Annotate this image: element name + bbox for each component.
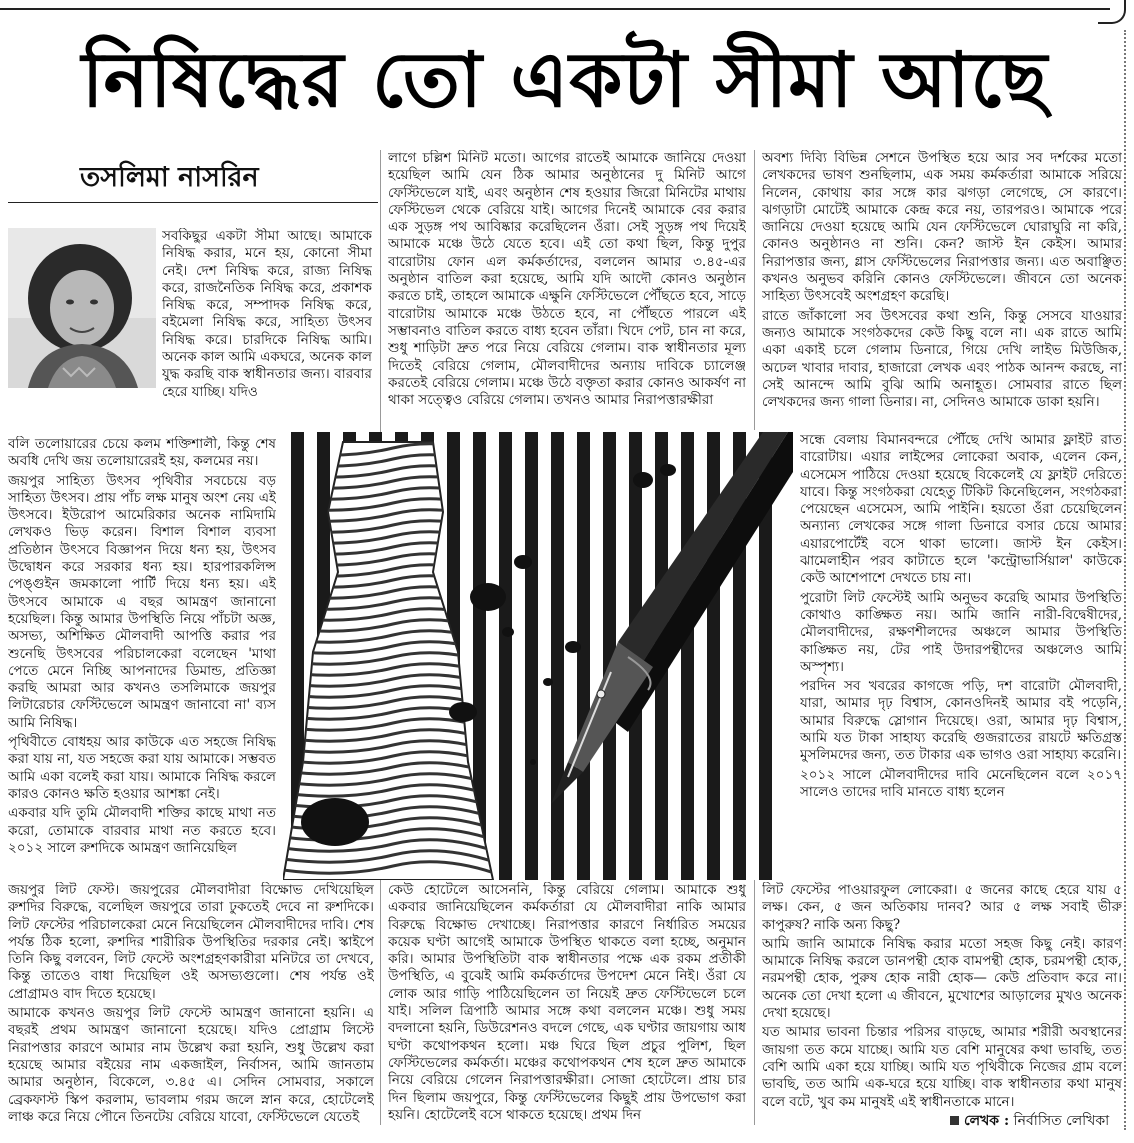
column-rule-bottom-left [380, 880, 381, 1125]
paragraph: পুরোটা লিট ফেস্টেই আমি অনুভব করেছি আমার উপস্থিতি কোথাও কাঙ্ক্ষিত নয়। আমি জানি নারী-বিদ্বেষীদের, মৌলবাদীদের, রক্ষণশীলদের অঞ্চলে আমার উপস্থিতি কাঙ্ক্ষিত নয়, টের পাই উদারপন্থীদের অঞ্চলেও আমি অস্পৃশ্য। [800, 589, 1122, 675]
article-col3-top [762, 150, 1122, 430]
top-border [0, 0, 1110, 10]
article-col3-mid [800, 432, 1122, 882]
bar-stripe [551, 432, 564, 880]
paragraph: আমাকে কখনও জয়পুর লিট ফেস্টে আমন্ত্রণ জানানো হয়নি। এ বছরই প্রথম আমন্ত্রণ জানানো হয়েছে। যদিও প্রোগ্রাম লিস্টে নিরাপত্তার কারণে আমার নাম উল্লেখ করা হয়নি, শুধু উল্লেখ করা হয়েছে আমার বইয়ের নাম একজাইল, নির্বাসন, আমি জানতাম আমার অনুষ্ঠান, বিকেলে, ৩.৪৫ এ। সেদিন সোমবার, সকালে ব্রেকফাস্ট স্কিপ করলাম, ভাবলাম গরম জলে স্নান করে, হোটেলেই লাঞ্চ করে নিয়ে পৌনে তিনটেয় বেরিয়ে যাবো, ফেস্টিভেলে যেতেই [8, 1005, 374, 1125]
bar-stripe [681, 432, 694, 880]
paragraph: লিট ফেস্টের পাওয়ারফুল লোকেরা। ৫ জনের কাছে হেরে যায় ৫ লক্ষ। কেন, ৫ জন অতিকায় দানব? আর ৫ লক্ষ সবাই ভীরু কাপুরুষ? নাকি অন্য কিছু? [762, 882, 1122, 933]
paragraph: পরদিন সব খবরের কাগজে পড়ি, দশ বারোটা মৌলবাদী, যারা, আমার দৃঢ় বিশ্বাস, কোনওদিনই আমার বই পড়েনি, আমার বিরুদ্ধে স্লোগান দিয়েছে। ওরা, আমার দৃঢ় বিশ্বাস, আমি যত টাকা সাহায্য করেছি গুজরাতের রায়টে ক্ষতিগ্রস্ত মুসলিমদের জন্য, তত টাকার এক ভাগও ওরা সাহায্য করেনি। [800, 678, 1122, 764]
paragraph: রাতে জাঁকালো সব উৎসবের কথা শুনি, কিন্তু সেসবে যাওয়ার জন্যও আমাকে সংগঠকদের কেউ কিছু বলে না। এক রাতে আমি একা একাই চলে গেলাম ডিনারে, গিয়ে দেখি লাইভ মিউজিক, অঢেল খাবার দাবার, হাজারো লেখক এবং পাঠক আনন্দ করছে, না সেই আনন্দে আমি বুঝি আমি অনাহূত। সোমবার রাতে ছিল লেখকদের জন্য গালা ডিনার। না, সেদিনও আমাকে ডাকা হয়নি। [762, 307, 1122, 411]
paragraph: জয়পুর লিট ফেস্ট। জয়পুরের মৌলবাদীরা বিক্ষোভ দেখিয়েছিল রুশদির বিরুদ্ধে, বলেছিল জয়পুরে তারা ঢুকতেই দেবে না রুশদিকে। লিট ফেস্টের পরিচালকেরা মেনে নিয়েছিলেন মৌলবাদীদের দাবি। শেষ পর্যন্ত ঠিক হলো, রুশদির শারীরিক উপস্থিতির দরকার নেই। স্কাইপে তিনি কিছু বলবেন, লিট ফেস্টে অংশগ্রহণকারীরা মনিটরে তা দেখবে, কিন্তু তাতেও বাধা দিয়েছিল ওই অসভ্যগুলো। শেষ পর্যন্ত ওই প্রোগ্রামও বাদ দিতে হয়েছে। [8, 882, 374, 1002]
article-col2-top [388, 150, 746, 430]
byline-rule [8, 202, 378, 203]
bullet-square-icon [950, 1116, 959, 1125]
author-credit [950, 1112, 1109, 1130]
headline: নিষিদ্ধের তো একটা সীমা আছে [81, 35, 1049, 124]
paragraph: যত আমার ভাবনা চিন্তার পরিসর বাড়ছে, আমার শরীরী অবস্থানের জায়গা তত কমে যাচ্ছে। আমি যত বেশি মানুষের কথা ভাবছি, তত বেশি আমি একা হয়ে যাচ্ছি। আমি যত পৃথিবীকে নিজের গ্রাম বলে ভাবছি, তত আমি এক-ঘরে হয়ে যাচ্ছি। বাক স্বাধীনতার কথা মানুষ বলে বটে, খুব কম মানুষই এই স্বাধীনতাকে মানে। [762, 1024, 1122, 1110]
paragraph: একবার যদি তুমি মৌলবাদী শক্তির কাছে মাথা নত করো, তোমাকে বারবার মাথা নত করতে হবে। ২০১২ সালে রুশদিকে আমন্ত্রণ জানিয়েছিল [8, 805, 276, 856]
author-credit-label: লেখক : [964, 1113, 1010, 1129]
paragraph: পৃথিবীতে বোধহয় আর কাউকে এত সহজে নিষিদ্ধ করা যায় না, যত সহজে করা যায় আমাকে। সম্ভবত আমি একা বলেই করা যায়। আমাকে নিষিদ্ধ করলে কারও কোনও ক্ষতি হওয়ার আশঙ্কা নেই। [8, 734, 276, 802]
article-col1-bottom [8, 882, 374, 1128]
article-col1-top [162, 228, 372, 434]
paragraph: বলি তলোয়ারের চেয়ে কলম শক্তিশালী, কিন্তু শেষ অবধি দেখি জয় তলোয়ারেরই হয়, কলমের নয়। [8, 436, 276, 470]
paragraph: লাগে চল্লিশ মিনিট মতো। আগের রাতেই আমাকে জানিয়ে দেওয়া হয়েছিল আমি যেন ঠিক আমার অনুষ্ঠানের দু মিনিট আগে ফেস্টিভেলে যাই, এবং অনুষ্ঠান শেষ হওয়ার জিরো মিনিটের মাথায় ফেস্টিভেল থেকে বেরিয়ে যাই। আগের দিনেই আমাকে বের করার এক সুড়ঙ্গ পথ আবিষ্কার করেছিলেন ওঁরা। সেই সুড়ঙ্গ পথ দিয়েই আমাকে মঞ্চে উঠে যেতে হবে। এই তো কথা ছিল, কিন্তু দুপুর বারোটায় ফোন এল কর্মকর্তাদের, বললেন আমার ৩.৪৫-এর অনুষ্ঠান বাতিল করা হয়েছে, আমি যদি আদৌ কোনও অনুষ্ঠান করতে চাই, তাহলে আমাকে এক্ষুনি ফেস্টিভেলে পৌঁছতে হবে, সাড়ে বারোটায় আমাকে মঞ্চে উঠতে হবে, না পৌঁছতে পারলে এই সম্ভাবনাও বাতিল করতে বাধ্য হবেন তাঁরা। খিদে পেট, চান না করে, শুধু শাড়িটা দ্রুত পরে নিয়ে বেরিয়ে গেলাম। বাক স্বাধীনতার মূল্য দিতেই বেরিয়ে গেলাম, মৌলবাদীদের অন্যায় দাবিকে চ্যালেঞ্জ করতেই বেরিয়ে গেলাম। মঞ্চে উঠে বক্তৃতা করার কোনও আকর্ষণ না থাকা সত্ত্বেও বেরিয়ে গেলাম। তখনও আমার নিরাপত্তারক্ষীরা [388, 150, 746, 409]
paragraph: সবকিছুর একটা সীমা আছে। আমাকে নিষিদ্ধ করার, মনে হয়, কোনো সীমা নেই। দেশ নিষিদ্ধ করে, রাজ্য নিষিদ্ধ করে, রাজনৈতিক নিষিদ্ধ করে, প্রকাশক নিষিদ্ধ করে, সম্পাদক নিষিদ্ধ করে, বইমেলা নিষিদ্ধ করে, সাহিত্য উৎসব নিষিদ্ধ করে। চারদিকে নিষিদ্ধ আমি। অনেক কাল আমি একঘরে, অনেক কাল যুদ্ধ করছি বাক স্বাধীনতার জন্য। বারবার হেরে যাচ্ছি। যদিও [162, 228, 372, 400]
right-dotted-border [1124, 30, 1126, 1130]
paragraph: ২০১২ সালে মৌলবাদীদের দাবি মেনেছিলেন বলে ২০১৭ সালেও তাদের দাবি মানতে বাধ্য হলেন [800, 766, 1122, 800]
article-col3-bottom [762, 882, 1122, 1110]
pen-nib-and-censored-figure-icon [283, 432, 793, 880]
bar-stripe [577, 432, 590, 880]
article-illustration [283, 432, 793, 880]
bar-stripe [499, 432, 512, 880]
paragraph: কেউ হোটেলে আসেননি, কিন্তু বেরিয়ে গেলাম। আমাকে শুধু একবার জানিয়েছিলেন কর্মকর্তারা যে মৌলবাদীরা নাকি আমার বিরুদ্ধে বিক্ষোভ দেখাচ্ছে। নিরাপত্তার কারণে নির্ধারিত সময়ের কয়েক ঘণ্টা আগেই আমাকে উপস্থিত থাকতে বলা হচ্ছে, অনুমান করি। আমার উপস্থিতিটা বাক স্বাধীনতার পক্ষে এক রকম প্রতীকী উপস্থিতি, এ বুঝেই আমি কর্মকর্তাদের উপদেশ মেনে নিই। ওঁরা যে লোক আর গাড়ি পাঠিয়েছিলেন তা নিয়েই দ্রুত ফেস্টিভেলে চলে যাই। সলিল ত্রিপাঠি আমার সঙ্গে কথা বললেন মঞ্চে। শুধু সময় বদলানো হয়নি, ডিউরেশনও বদলে গেছে, এক ঘণ্টার জায়গায় আধ ঘণ্টা কথোপকথন হলো। মঞ্চ ঘিরে ছিল প্রচুর পুলিশ, ছিল ফেস্টিভেলের কর্মকর্তা। মঞ্চের কথোপকথন শেষ হলে দ্রুত আমাকে নিয়ে বেরিয়ে গেলেন নিরাপত্তারক্ষীরা। সোজা হোটেলে। প্রায় চার দিন ছিলাম জয়পুরে, কিন্তু ফেস্টিভেলের কিছুই প্রায় উপভোগ করা হয়নি। হোটেলেই বসে থাকতে হয়েছে। প্রথম দিন [388, 882, 746, 1123]
author-photo [8, 228, 156, 388]
column-rule-bottom-right [754, 880, 755, 1125]
article-col2-bottom [388, 882, 746, 1128]
paragraph: অবশ্য দিব্যি বিভিন্ন সেশনে উপস্থিত হয়ে আর সব দর্শকের মতো লেখকদের ভাষণ শুনছিলাম, এক সময় কর্মকর্তারা আমাকে সরিয়ে নিলেন, কোথায় কার সঙ্গে কার ঝগড়া লেগেছে, সে কারণে। ঝগড়াটা মোটেই আমাকে কেন্দ্র করে নয়, তারপরও। আমাকে পরে জানিয়ে দেওয়া হয়েছে আমি যেন ফেস্টিভেলে ঘোরাঘুরি না করি, কোনও অনুষ্ঠানও না শুনি। কেন? জাস্ট ইন কেইস। আমার নিরাপত্তার জন্য, গ্লাস ফেস্টিভেলের নিরাপত্তার জন্য। এত অবাঞ্ছিত কখনও অনুভব করিনি কোনও ফেস্টিভেলে। জীবনে তো অনেক সাহিত্য উৎসবেই অংশগ্রহণ করেছি। [762, 150, 1122, 305]
paragraph: আমি জানি আমাকে নিষিদ্ধ করার মতো সহজ কিছু নেই। কারণ আমাকে নিষিদ্ধ করলে ডানপন্থী হোক বামপন্থী হোক, চরমপন্থী হোক, নরমপন্থী হোক, পুরুষ হোক নারী হোক— কেউ প্রতিবাদ করে না। অনেক তো দেখা হলো এ জীবনে, মুখোশের আড়ালের মুখও অনেক দেখা হয়েছে। [762, 935, 1122, 1022]
author-credit-role: নির্বাসিত লেখিকা [1013, 1113, 1110, 1129]
column-rule-right [754, 150, 755, 430]
paragraph: সন্ধে বেলায় বিমানবন্দরে পৌঁছে দেখি আমার ফ্লাইট রাত বারোটায়। এয়ার লাইন্সের লোকেরা অবাক, এলেন কেন, এসেমেস পাঠিয়ে দেওয়া হয়েছে বিকেলেই যে ফ্লাইট দেরিতে যাবে। কিন্তু সংগঠকরা যেহেতু টিকিট কিনেছিলেন, সংগঠকরা পেয়েছেন এসেমেস, আমি পাইনি। হয়তো ওঁরা চেয়েছিলেন অন্যান্য লেখকের সঙ্গে গালা ডিনারে বসার চেয়ে আমার এয়ারপোর্টেই বসে থাকা ভালো। জাস্ট ইন কেইস। ঝামেলাহীন পরব কাটাতে হলে 'কন্ট্রোভার্সিয়াল' কাউকে কেউ আশেপাশে দেখতে চায় না। [800, 432, 1122, 587]
byline: তসলিমা নাসরিন [80, 162, 259, 193]
author-portrait-icon [8, 228, 156, 388]
bar-stripe [525, 432, 538, 880]
article-col1-mid [8, 436, 276, 880]
top-corner-curl [1098, 0, 1126, 24]
paragraph: জয়পুর সাহিত্য উৎসব পৃথিবীর সবচেয়ে বড় সাহিত্য উৎসব। প্রায় পাঁচ লক্ষ মানুষ অংশ নেয় এই উৎসবে। ইউরোপ আমেরিকার অনেক নামিদামি লেখকও ভিড় করেন। বিশাল বিশাল ব্যবসা প্রতিষ্ঠান উৎসবে বিজ্ঞাপন দিয়ে ধন্য হয়, উৎসব উদ্বোধন করে সরকার ধন্য হয়। হারপারকলিন্স পেঙ্গুইন জমকালো পার্টি দিয়ে ধন্য হয়। এই উৎসবে আমাকে এ বছর আমন্ত্রণ জানানো হয়েছিল। কিন্তু আমার উপস্থিতি নিয়ে পাঁচটা অজ্ঞ, অসভ্য, অশিক্ষিত মৌলবাদী আপত্তি করার পর শুনেছি উৎসবের পরিচালকেরা বলেছেন 'মাথা পেতে মেনে নিচ্ছি আপনাদের ডিমান্ড, প্রতিজ্ঞা করছি আমরা আর কখনও তসলিমাকে জয়পুর লিটারেচার ফেস্টিভেলে আমন্ত্রণ জানাবো না' ব্যস আমি নিষিদ্ধ। [8, 472, 276, 731]
